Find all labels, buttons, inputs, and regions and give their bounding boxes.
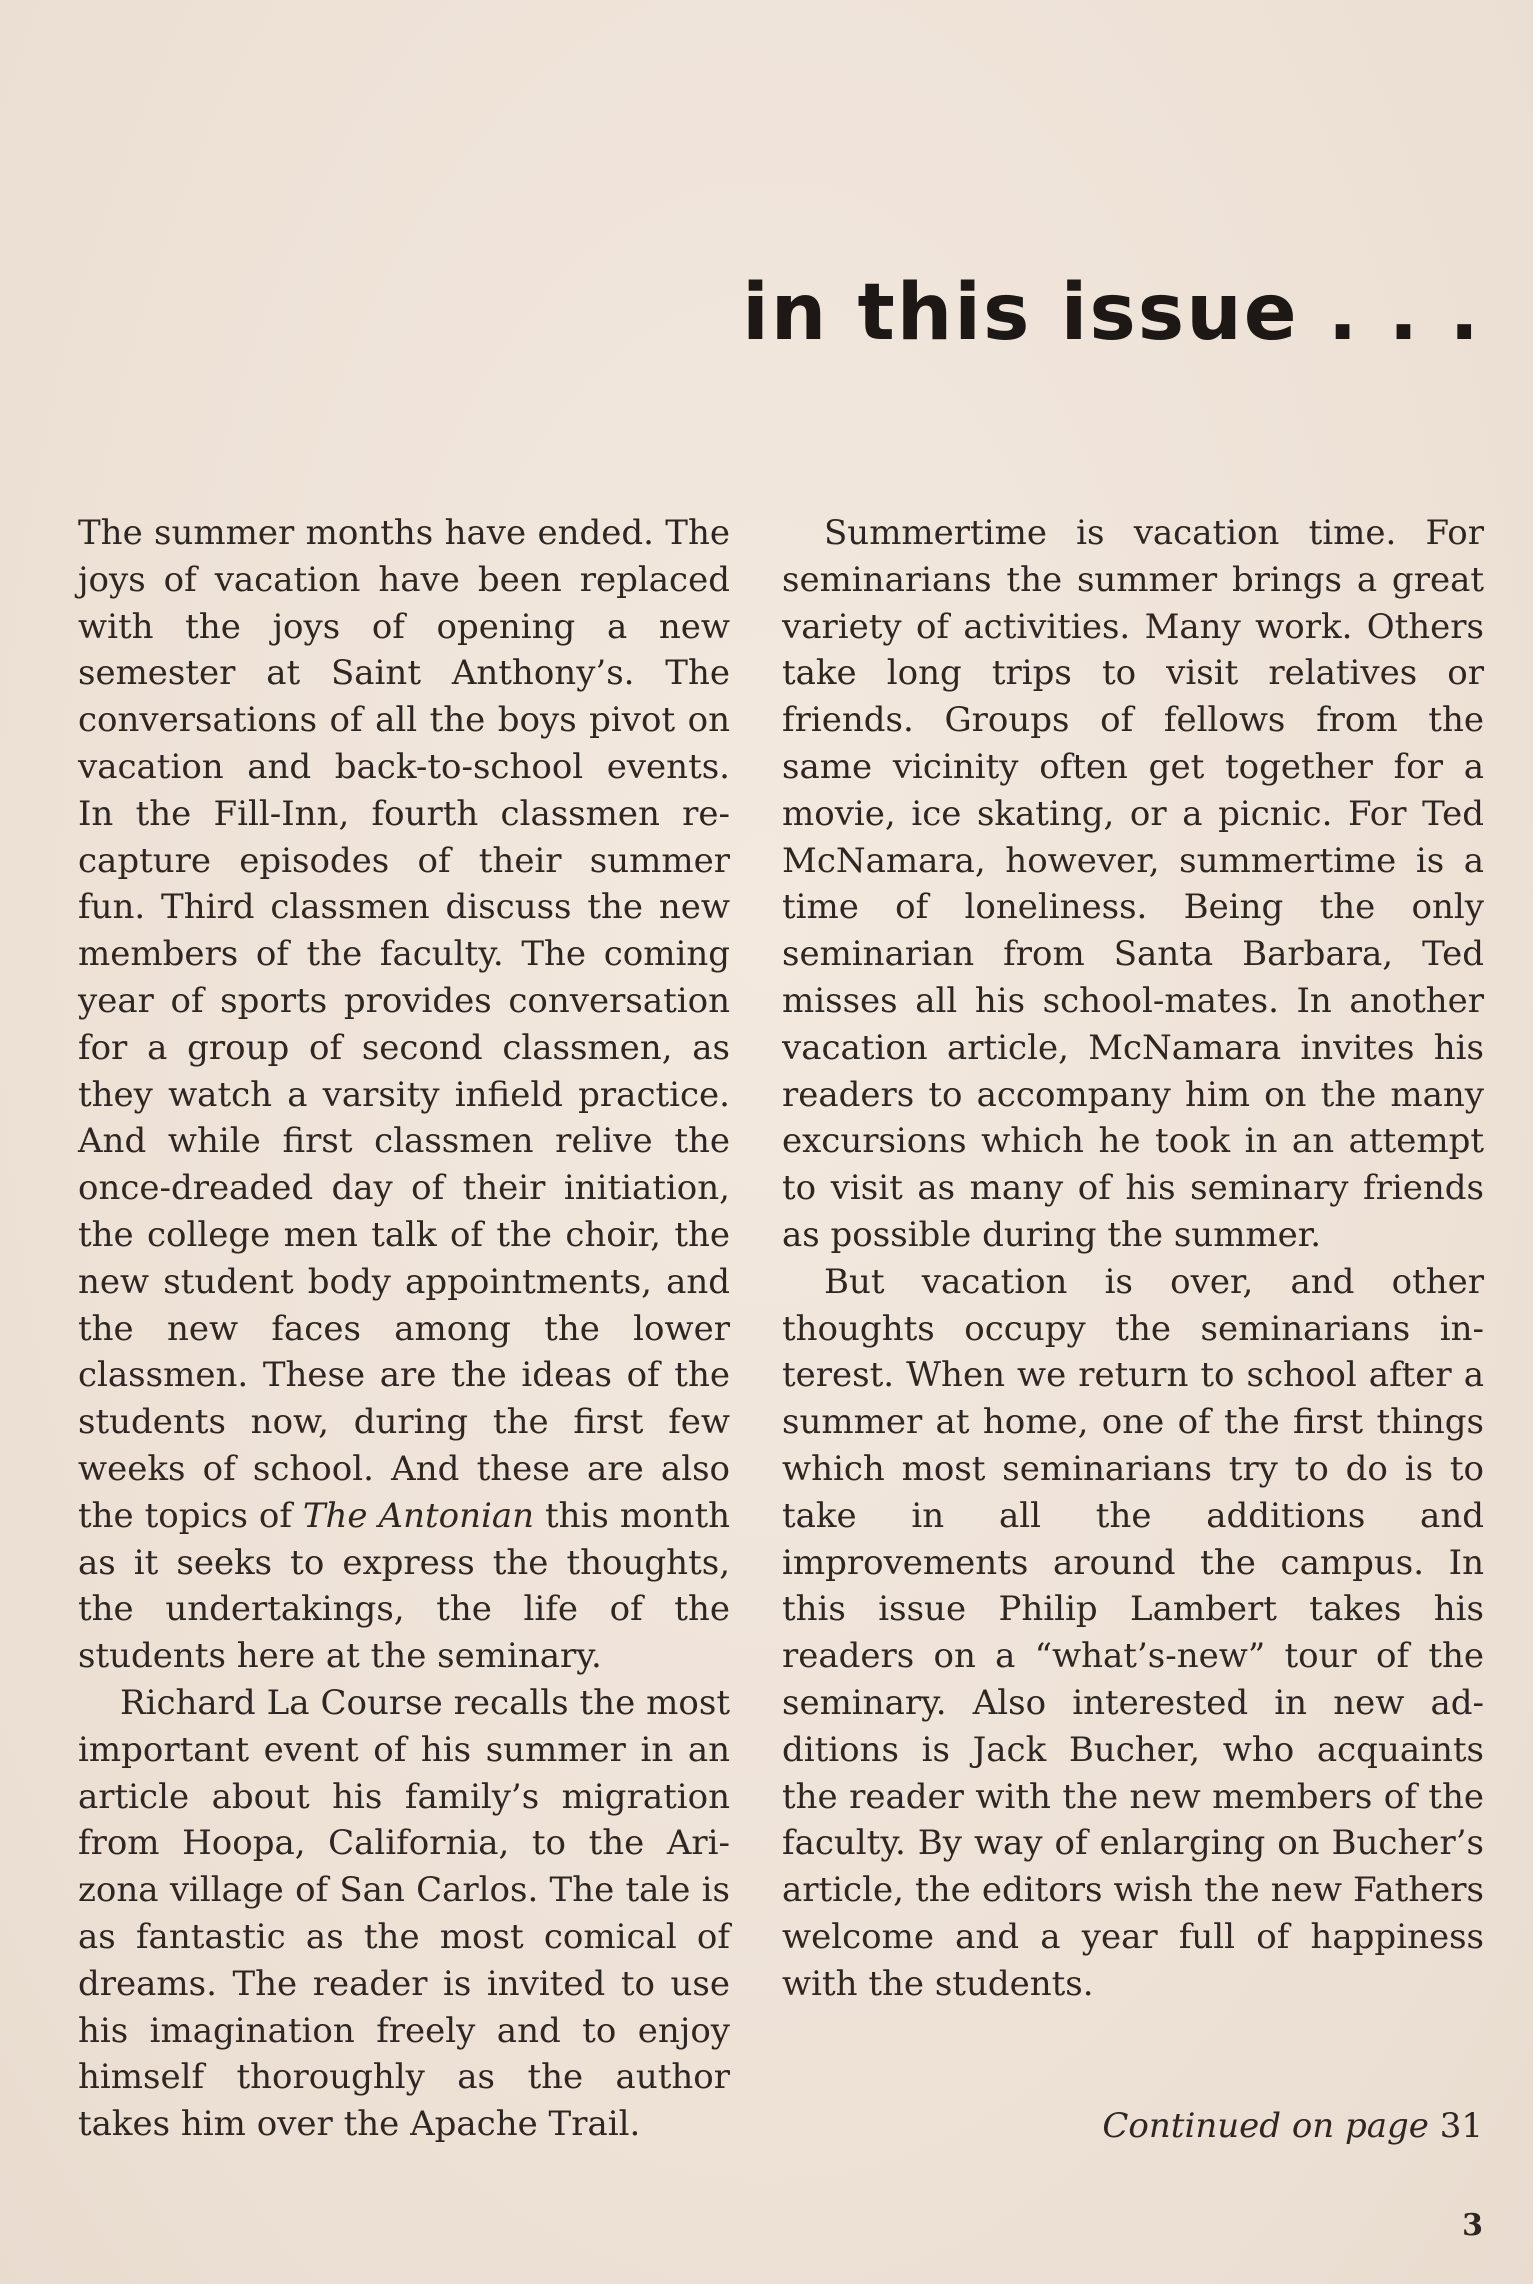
right-column — [782, 510, 1484, 2008]
left-column — [78, 510, 730, 2148]
right-paragraph-vacation: Summertime is vacation time. For seminarians the summer brings a great variety of activities. Many work. Others take long trips to visit relatives or friends. Groups of fellows from the same vicinity often get together for a movie, ice skating, or a picnic. For Ted McNamara, however, summertime is a time of loneliness. Being the only seminarian from Santa Barbara, Ted misses all his school-mates. In another vacation article, McNamara invites his readers to accompany him on the many excursions which he took in an attempt to visit as many of his seminary friends as possible during the summer. — [782, 513, 1484, 1255]
intro-text-a: The summer months have ended. The joys of vacation have been replaced with the joys of opening a new semester at Saint Anthony’s. The conversations of all the boys pivot on vacation and back-to-school events. In the Fill-Inn, fourth classmen recapture episodes of their summer fun. Third classmen discuss the new members of the faculty. The coming year of sports provides conversation for a group of second classmen, as they watch a varsity infield practice. And while first classmen relive the once-dreaded day of their initiation, the college men talk of the choir, the new student body appointments, and the new faces among the lower classmen. These are the ideas of the students now, during the first few weeks of school. And these are also the topics of — [78, 513, 730, 1536]
page-number: 3 — [1462, 2208, 1483, 2243]
left-paragraph-la-course: Richard La Course recalls the most important event of his summer in an article about his family’s migration from Hoopa, California, to the Arizona village of San Carlos. The tale is as fantastic as the most comical of dreams. The reader is invited to use his imagination freely and to enjoy himself thoroughly as the author takes him over the Apache Trail. — [78, 1682, 730, 2145]
intro-text-b: this month as it seeks to express the thoughts, the undertakings, the life of the students here at the seminary. — [78, 1495, 731, 1677]
continued-page-number: 31 — [1439, 2106, 1483, 2146]
right-paragraph-campus: But vacation is over, and other thoughts occupy the seminarians interest. When we return to school after a summer at home, one of the first things which most seminarians try to do is to take in all the additions and improvements around the campus. In this issue Philip Lambert takes his readers on a “what’s-new” tour of the seminary. Also interested in new additions is Jack Bucher, who acquaints the reader with the new members of the faculty. By way of enlarging on Bucher’s article, the editors wish the new Fathers welcome and a year full of happiness with the students. — [782, 1261, 1484, 2004]
magazine-name: The Antonian — [302, 1495, 535, 1536]
left-paragraph-intro — [78, 510, 730, 1680]
continued-note — [1102, 2106, 1483, 2146]
continued-label: Continued on page — [1102, 2106, 1429, 2146]
masthead-title: in this issue . . . — [742, 268, 1481, 358]
